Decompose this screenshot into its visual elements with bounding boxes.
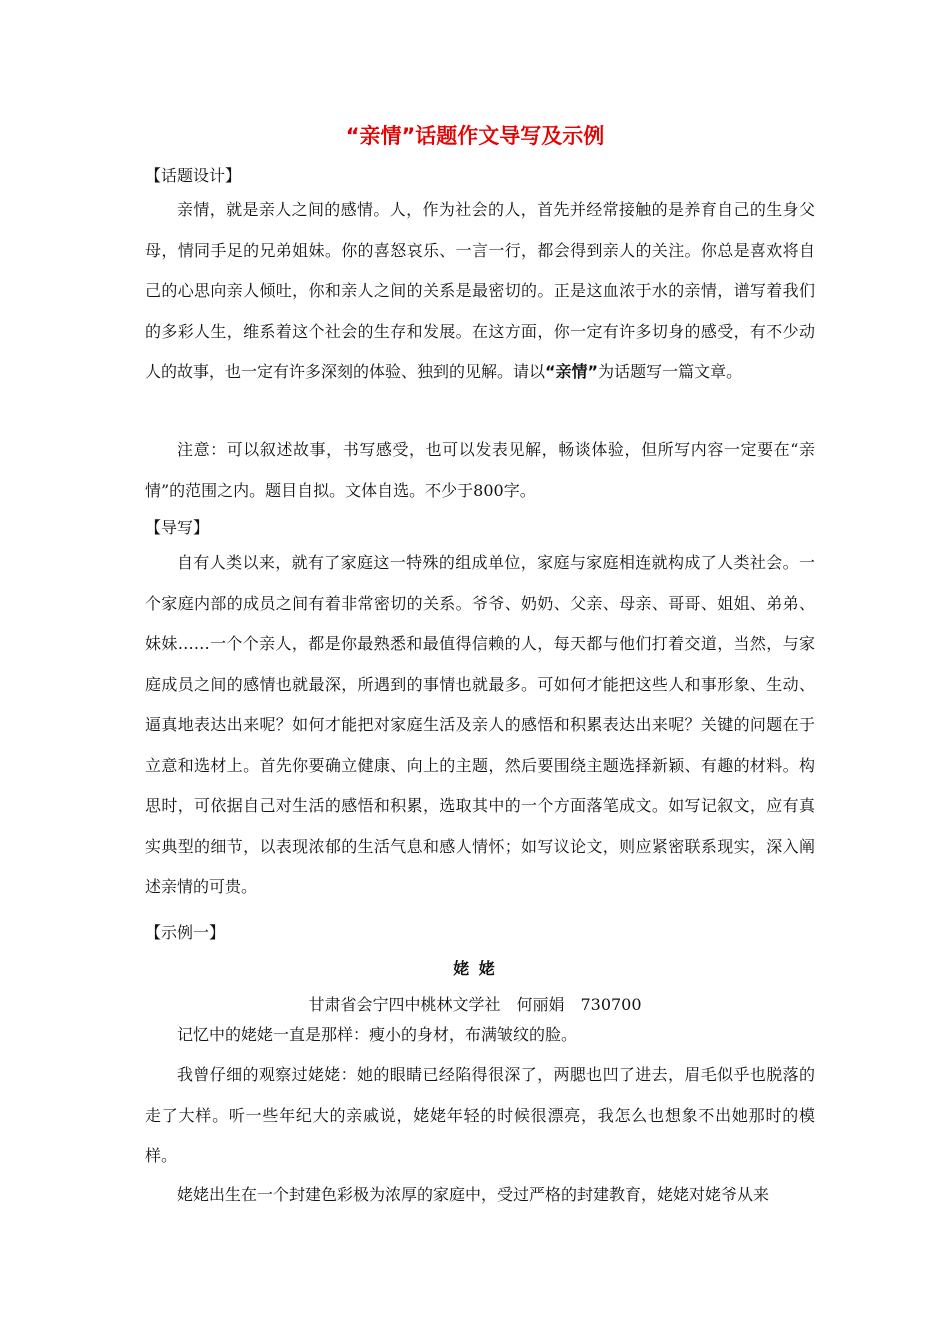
- guide-paragraph: 自有人类以来，就有了家庭这一特殊的组成单位，家庭与家庭相连就构成了人类社会。一个家庭内部的成员之间有着非常密切的关系。爷爷、奶奶、父亲、母亲、哥哥、姐姐、弟弟、妹妹……一个个亲人，都是你最熟悉和最值得信赖的人，每天都与他们打着交道，当然，与家庭成员之间的感情也就最深，所遇到的事情也就最多。可如何才能把这些人和事形象、生动、逼真地表达出来呢？如何才能把对家庭生活及亲人的感悟和积累表达出来呢？关键的问题在于立意和选材上。首先你要确立健康、向上的主题，然后要围绕主题选择新颖、有趣的材料。构思时，可依据自己对生活的感悟和积累，选取其中的一个方面落笔成文。如写记叙文，应有真实典型的细节，以表现浓郁的生活气息和感人情怀；如写议论文，则应紧密联系现实，深入阐述亲情的可贵。: [145, 553, 815, 896]
- essay-paragraph: 姥姥出生在一个封建色彩极为浓厚的家庭中，受过严格的封建教育，姥姥对姥爷从来: [177, 1185, 770, 1204]
- essay-paragraph: 我曾仔细的观察过姥姥：她的眼睛已经陷得很深了，两腮也凹了进去，眉毛似乎也脱落的走了大样。听一些年纪大的亲戚说，姥姥年轻的时候很漂亮，我怎么也想象不出她那时的模样。: [145, 1065, 815, 1165]
- design-text-part1: 亲情，就是亲人之间的感情。人，作为社会的人，首先并经常接触的是养育自己的生身父母，情同手足的兄弟姐妹。你的喜怒哀乐、一言一行，都会得到亲人的关注。你总是喜欢将自己的心思向亲人倾吐，你和亲人之间的关系是最密切的。正是这血浓于水的亲情，谱写着我们的多彩人生，维系着这个社会的生存和发展。在这方面，你一定有许多切身的感受，有不少动人的故事，也一定有许多深刻的体验、独到的见解。请以: [145, 200, 815, 381]
- design-note-paragraph: 注意：可以叙述故事，书写感受，也可以发表见解，畅谈体验，但所写内容一定要在“亲情”的范围之内。题目自拟。文体自选。不少于800字。: [145, 440, 815, 500]
- section-heading-design: 【话题设计】: [145, 166, 242, 185]
- design-text-part2: 为话题写一篇文章。: [598, 362, 743, 381]
- design-paragraph: [145, 190, 815, 393]
- essay-byline: 甘肃省会宁四中桃林文学社 何丽娟 730700: [308, 995, 642, 1014]
- essay-paragraph: 记忆中的姥姥一直是那样：瘦小的身材，布满皱纹的脸。: [177, 1025, 578, 1044]
- design-text-highlight: “亲情”: [545, 362, 599, 381]
- section-heading-example1: 【示例一】: [145, 923, 226, 942]
- section-heading-guide: 【导写】: [145, 518, 210, 537]
- document-title: “亲情”话题作文导写及示例: [345, 124, 605, 148]
- essay-title: 姥 姥: [453, 959, 497, 978]
